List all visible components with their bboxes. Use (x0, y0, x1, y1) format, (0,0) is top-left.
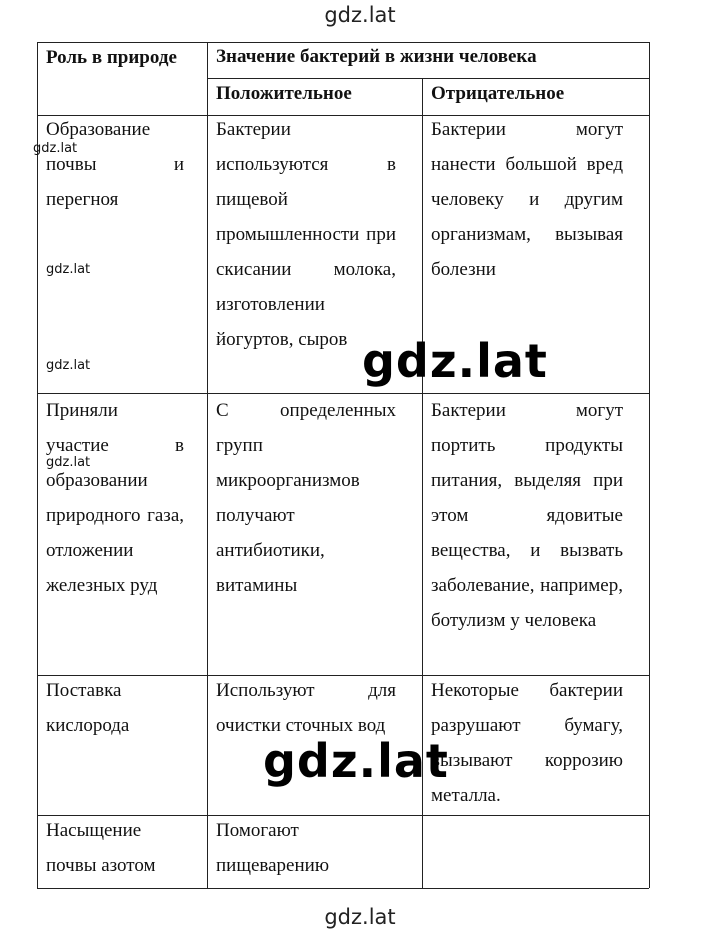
watermark-small: gdz.lat (46, 358, 91, 373)
watermark-bottom: gdz.lat (324, 905, 396, 929)
row4-role: Насыщение почвы азотом (46, 820, 156, 876)
watermark-small: gdz.lat (46, 455, 91, 470)
watermark-top: gdz.lat (324, 3, 396, 27)
row3-negative: Некоторые бактерии разрушают бумагу, вызывают коррозию металла. (431, 680, 623, 806)
row2-role: Приняли участие в образовании природного газа, отложении железных руд (46, 400, 184, 596)
header-role: Роль в природе (46, 47, 177, 68)
row1-positive: Бактерии используются в пищевой промышленности при скисании молока, изготовлении йогуртов, сыров (216, 119, 396, 350)
watermark-large: gdz.lat (362, 334, 548, 388)
row3-positive: Используют для очистки сточных вод (216, 680, 396, 736)
watermark-small: gdz.lat (46, 262, 91, 277)
header-positive: Положительное (216, 83, 352, 104)
row2-positive: С определенных групп микроорганизмов получают антибиотики, витамины (216, 400, 396, 596)
header-negative: Отрицательное (431, 83, 565, 104)
row1-negative: Бактерии могут нанести большой вред человеку и другим организмам, вызывая болезни (431, 119, 623, 280)
row4-positive: Помогают пищеварению (216, 820, 330, 876)
watermark-large: gdz.lat (263, 734, 449, 788)
row3-role: Поставка кислорода (46, 680, 130, 736)
row2-negative: Бактерии могут портить продукты питания, выделяя при этом ядовитые вещества, и вызвать заболевание, например, ботулизм у человека (431, 400, 623, 631)
watermark-small: gdz.lat (33, 141, 78, 156)
row1-role: Образование почвы и перегноя (46, 119, 184, 210)
header-meaning: Значение бактерий в жизни человека (216, 46, 537, 67)
